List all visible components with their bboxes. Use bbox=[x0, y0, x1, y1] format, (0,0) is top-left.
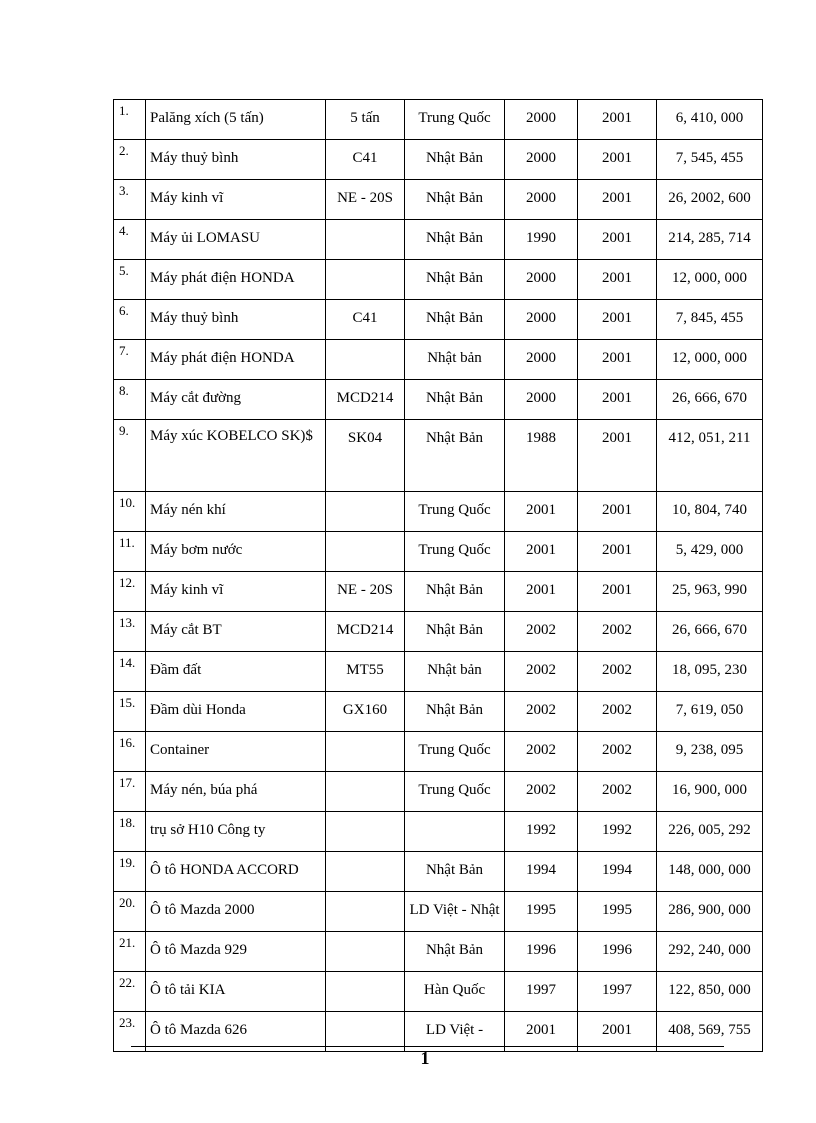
year-manufactured: 1997 bbox=[505, 972, 578, 1012]
equipment-name: Ô tô Mazda 929 bbox=[146, 932, 326, 972]
equipment-name: Palăng xích (5 tấn) bbox=[146, 100, 326, 140]
table-row bbox=[114, 532, 763, 572]
equipment-value: 26, 666, 670 bbox=[657, 380, 763, 420]
equipment-model: SK04 bbox=[326, 420, 405, 492]
year-manufactured: 2002 bbox=[505, 732, 578, 772]
equipment-model: 5 tấn bbox=[326, 100, 405, 140]
equipment-model bbox=[326, 812, 405, 852]
table-row bbox=[114, 572, 763, 612]
row-number: 6. bbox=[114, 300, 146, 340]
row-number: 14. bbox=[114, 652, 146, 692]
year-manufactured: 2001 bbox=[505, 1012, 578, 1052]
equipment-model bbox=[326, 260, 405, 300]
table-row bbox=[114, 972, 763, 1012]
equipment-value: 286, 900, 000 bbox=[657, 892, 763, 932]
equipment-value: 7, 845, 455 bbox=[657, 300, 763, 340]
equipment-value: 12, 000, 000 bbox=[657, 340, 763, 380]
equipment-origin: Nhật Bản bbox=[405, 932, 505, 972]
row-number: 22. bbox=[114, 972, 146, 1012]
equipment-value: 26, 666, 670 bbox=[657, 612, 763, 652]
row-number: 8. bbox=[114, 380, 146, 420]
table-row bbox=[114, 140, 763, 180]
equipment-value: 18, 095, 230 bbox=[657, 652, 763, 692]
equipment-name: Ô tô tải KIA bbox=[146, 972, 326, 1012]
equipment-model bbox=[326, 772, 405, 812]
equipment-name: Máy xúc KOBELCO SK)$ bbox=[146, 420, 326, 492]
equipment-model bbox=[326, 492, 405, 532]
year-manufactured: 2000 bbox=[505, 180, 578, 220]
equipment-origin: Trung Quốc bbox=[405, 532, 505, 572]
equipment-name: Máy thuỷ bình bbox=[146, 300, 326, 340]
equipment-value: 10, 804, 740 bbox=[657, 492, 763, 532]
year-manufactured: 1988 bbox=[505, 420, 578, 492]
equipment-model: MCD214 bbox=[326, 612, 405, 652]
row-number: 15. bbox=[114, 692, 146, 732]
table-row bbox=[114, 652, 763, 692]
equipment-name: trụ sở H10 Công ty bbox=[146, 812, 326, 852]
year-manufactured: 1992 bbox=[505, 812, 578, 852]
table-row bbox=[114, 180, 763, 220]
year-in-use: 2001 bbox=[578, 420, 657, 492]
equipment-origin: Nhật Bản bbox=[405, 140, 505, 180]
year-manufactured: 2002 bbox=[505, 772, 578, 812]
equipment-origin: Trung Quốc bbox=[405, 732, 505, 772]
equipment-origin: Nhật Bản bbox=[405, 420, 505, 492]
year-in-use: 2001 bbox=[578, 100, 657, 140]
year-in-use: 2001 bbox=[578, 260, 657, 300]
year-in-use: 2002 bbox=[578, 692, 657, 732]
equipment-value: 122, 850, 000 bbox=[657, 972, 763, 1012]
year-in-use: 2002 bbox=[578, 732, 657, 772]
row-number: 12. bbox=[114, 572, 146, 612]
equipment-model bbox=[326, 732, 405, 772]
year-manufactured: 1994 bbox=[505, 852, 578, 892]
equipment-name: Máy nén khí bbox=[146, 492, 326, 532]
equipment-model bbox=[326, 220, 405, 260]
year-in-use: 2002 bbox=[578, 772, 657, 812]
equipment-value: 26, 2002, 600 bbox=[657, 180, 763, 220]
equipment-origin: Hàn Quốc bbox=[405, 972, 505, 1012]
equipment-origin: Nhật Bản bbox=[405, 380, 505, 420]
year-manufactured: 2002 bbox=[505, 692, 578, 732]
row-number: 13. bbox=[114, 612, 146, 652]
equipment-origin: Nhật bản bbox=[405, 652, 505, 692]
row-number: 17. bbox=[114, 772, 146, 812]
table-row bbox=[114, 420, 763, 492]
year-manufactured: 2001 bbox=[505, 492, 578, 532]
row-number: 23. bbox=[114, 1012, 146, 1052]
row-number: 16. bbox=[114, 732, 146, 772]
row-number: 20. bbox=[114, 892, 146, 932]
table-row bbox=[114, 492, 763, 532]
equipment-table-body bbox=[114, 100, 763, 1052]
year-in-use: 2001 bbox=[578, 572, 657, 612]
equipment-name: Container bbox=[146, 732, 326, 772]
equipment-value: 5, 429, 000 bbox=[657, 532, 763, 572]
equipment-value: 7, 619, 050 bbox=[657, 692, 763, 732]
equipment-model bbox=[326, 532, 405, 572]
table-row bbox=[114, 732, 763, 772]
equipment-model: MT55 bbox=[326, 652, 405, 692]
equipment-name: Máy thuỷ bình bbox=[146, 140, 326, 180]
equipment-name: Ô tô HONDA ACCORD bbox=[146, 852, 326, 892]
equipment-model bbox=[326, 892, 405, 932]
equipment-value: 16, 900, 000 bbox=[657, 772, 763, 812]
equipment-name: Máy ủi LOMASU bbox=[146, 220, 326, 260]
table-row bbox=[114, 340, 763, 380]
year-in-use: 2001 bbox=[578, 180, 657, 220]
equipment-model: GX160 bbox=[326, 692, 405, 732]
equipment-model: C41 bbox=[326, 140, 405, 180]
year-in-use: 1996 bbox=[578, 932, 657, 972]
year-in-use: 1995 bbox=[578, 892, 657, 932]
table-row bbox=[114, 300, 763, 340]
equipment-value: 7, 545, 455 bbox=[657, 140, 763, 180]
year-manufactured: 2000 bbox=[505, 380, 578, 420]
year-manufactured: 2000 bbox=[505, 300, 578, 340]
table-row bbox=[114, 380, 763, 420]
equipment-name: Máy kinh vĩ bbox=[146, 572, 326, 612]
equipment-origin: Nhật Bản bbox=[405, 180, 505, 220]
equipment-model: MCD214 bbox=[326, 380, 405, 420]
row-number: 11. bbox=[114, 532, 146, 572]
year-manufactured: 2000 bbox=[505, 100, 578, 140]
equipment-origin: Nhật Bản bbox=[405, 220, 505, 260]
equipment-origin: Nhật Bản bbox=[405, 300, 505, 340]
year-in-use: 2001 bbox=[578, 492, 657, 532]
row-number: 10. bbox=[114, 492, 146, 532]
page-number: 1 bbox=[420, 1048, 430, 1068]
equipment-name: Máy cắt đường bbox=[146, 380, 326, 420]
year-manufactured: 2002 bbox=[505, 652, 578, 692]
equipment-origin: Nhật Bản bbox=[405, 852, 505, 892]
year-manufactured: 1990 bbox=[505, 220, 578, 260]
equipment-origin: Nhật Bản bbox=[405, 572, 505, 612]
table-row bbox=[114, 100, 763, 140]
row-number: 18. bbox=[114, 812, 146, 852]
equipment-value: 9, 238, 095 bbox=[657, 732, 763, 772]
row-number: 1. bbox=[114, 100, 146, 140]
year-in-use: 2001 bbox=[578, 140, 657, 180]
year-in-use: 2001 bbox=[578, 220, 657, 260]
equipment-origin: Nhật Bản bbox=[405, 612, 505, 652]
equipment-value: 408, 569, 755 bbox=[657, 1012, 763, 1052]
year-manufactured: 2000 bbox=[505, 340, 578, 380]
year-manufactured: 2001 bbox=[505, 532, 578, 572]
equipment-value: 292, 240, 000 bbox=[657, 932, 763, 972]
equipment-model: C41 bbox=[326, 300, 405, 340]
row-number: 2. bbox=[114, 140, 146, 180]
year-in-use: 2001 bbox=[578, 300, 657, 340]
equipment-model bbox=[326, 972, 405, 1012]
equipment-model bbox=[326, 852, 405, 892]
equipment-name: Máy bơm nước bbox=[146, 532, 326, 572]
equipment-model bbox=[326, 340, 405, 380]
row-number: 21. bbox=[114, 932, 146, 972]
table-row bbox=[114, 932, 763, 972]
equipment-name: Ô tô Mazda 626 bbox=[146, 1012, 326, 1052]
footer-divider bbox=[131, 1046, 724, 1047]
equipment-origin: LD Việt - bbox=[405, 1012, 505, 1052]
year-manufactured: 2000 bbox=[505, 260, 578, 300]
row-number: 5. bbox=[114, 260, 146, 300]
equipment-model: NE - 20S bbox=[326, 572, 405, 612]
row-number: 7. bbox=[114, 340, 146, 380]
row-number: 19. bbox=[114, 852, 146, 892]
equipment-model bbox=[326, 932, 405, 972]
equipment-origin: Trung Quốc bbox=[405, 492, 505, 532]
equipment-origin: Trung Quốc bbox=[405, 772, 505, 812]
year-manufactured: 2000 bbox=[505, 140, 578, 180]
equipment-origin: Nhật Bản bbox=[405, 692, 505, 732]
equipment-value: 226, 005, 292 bbox=[657, 812, 763, 852]
equipment-value: 12, 000, 000 bbox=[657, 260, 763, 300]
equipment-name: Đầm đất bbox=[146, 652, 326, 692]
table-row bbox=[114, 220, 763, 260]
equipment-name: Ô tô Mazda 2000 bbox=[146, 892, 326, 932]
equipment-name: Đầm dùi Honda bbox=[146, 692, 326, 732]
year-manufactured: 1996 bbox=[505, 932, 578, 972]
year-manufactured: 2001 bbox=[505, 572, 578, 612]
equipment-name: Máy kinh vĩ bbox=[146, 180, 326, 220]
table-row bbox=[114, 260, 763, 300]
year-in-use: 2002 bbox=[578, 652, 657, 692]
table-row bbox=[114, 612, 763, 652]
row-number: 9. bbox=[114, 420, 146, 492]
equipment-name: Máy nén, búa phá bbox=[146, 772, 326, 812]
table-row bbox=[114, 892, 763, 932]
year-in-use: 1994 bbox=[578, 852, 657, 892]
equipment-name: Máy phát điện HONDA bbox=[146, 340, 326, 380]
equipment-origin bbox=[405, 812, 505, 852]
equipment-value: 25, 963, 990 bbox=[657, 572, 763, 612]
table-row bbox=[114, 692, 763, 732]
equipment-value: 412, 051, 211 bbox=[657, 420, 763, 492]
year-manufactured: 1995 bbox=[505, 892, 578, 932]
equipment-origin: Nhật bản bbox=[405, 340, 505, 380]
equipment-model: NE - 20S bbox=[326, 180, 405, 220]
year-manufactured: 2002 bbox=[505, 612, 578, 652]
table-row bbox=[114, 852, 763, 892]
equipment-name: Máy phát điện HONDA bbox=[146, 260, 326, 300]
equipment-name: Máy cắt BT bbox=[146, 612, 326, 652]
year-in-use: 2001 bbox=[578, 532, 657, 572]
table-row bbox=[114, 812, 763, 852]
year-in-use: 1997 bbox=[578, 972, 657, 1012]
row-number: 4. bbox=[114, 220, 146, 260]
year-in-use: 2002 bbox=[578, 612, 657, 652]
equipment-table bbox=[113, 99, 763, 1052]
year-in-use: 2001 bbox=[578, 1012, 657, 1052]
equipment-value: 6, 410, 000 bbox=[657, 100, 763, 140]
equipment-origin: Nhật Bản bbox=[405, 260, 505, 300]
table-row bbox=[114, 772, 763, 812]
row-number: 3. bbox=[114, 180, 146, 220]
equipment-value: 148, 000, 000 bbox=[657, 852, 763, 892]
equipment-value: 214, 285, 714 bbox=[657, 220, 763, 260]
equipment-origin: LD Việt - Nhật bbox=[405, 892, 505, 932]
equipment-origin: Trung Quốc bbox=[405, 100, 505, 140]
year-in-use: 2001 bbox=[578, 380, 657, 420]
year-in-use: 1992 bbox=[578, 812, 657, 852]
year-in-use: 2001 bbox=[578, 340, 657, 380]
